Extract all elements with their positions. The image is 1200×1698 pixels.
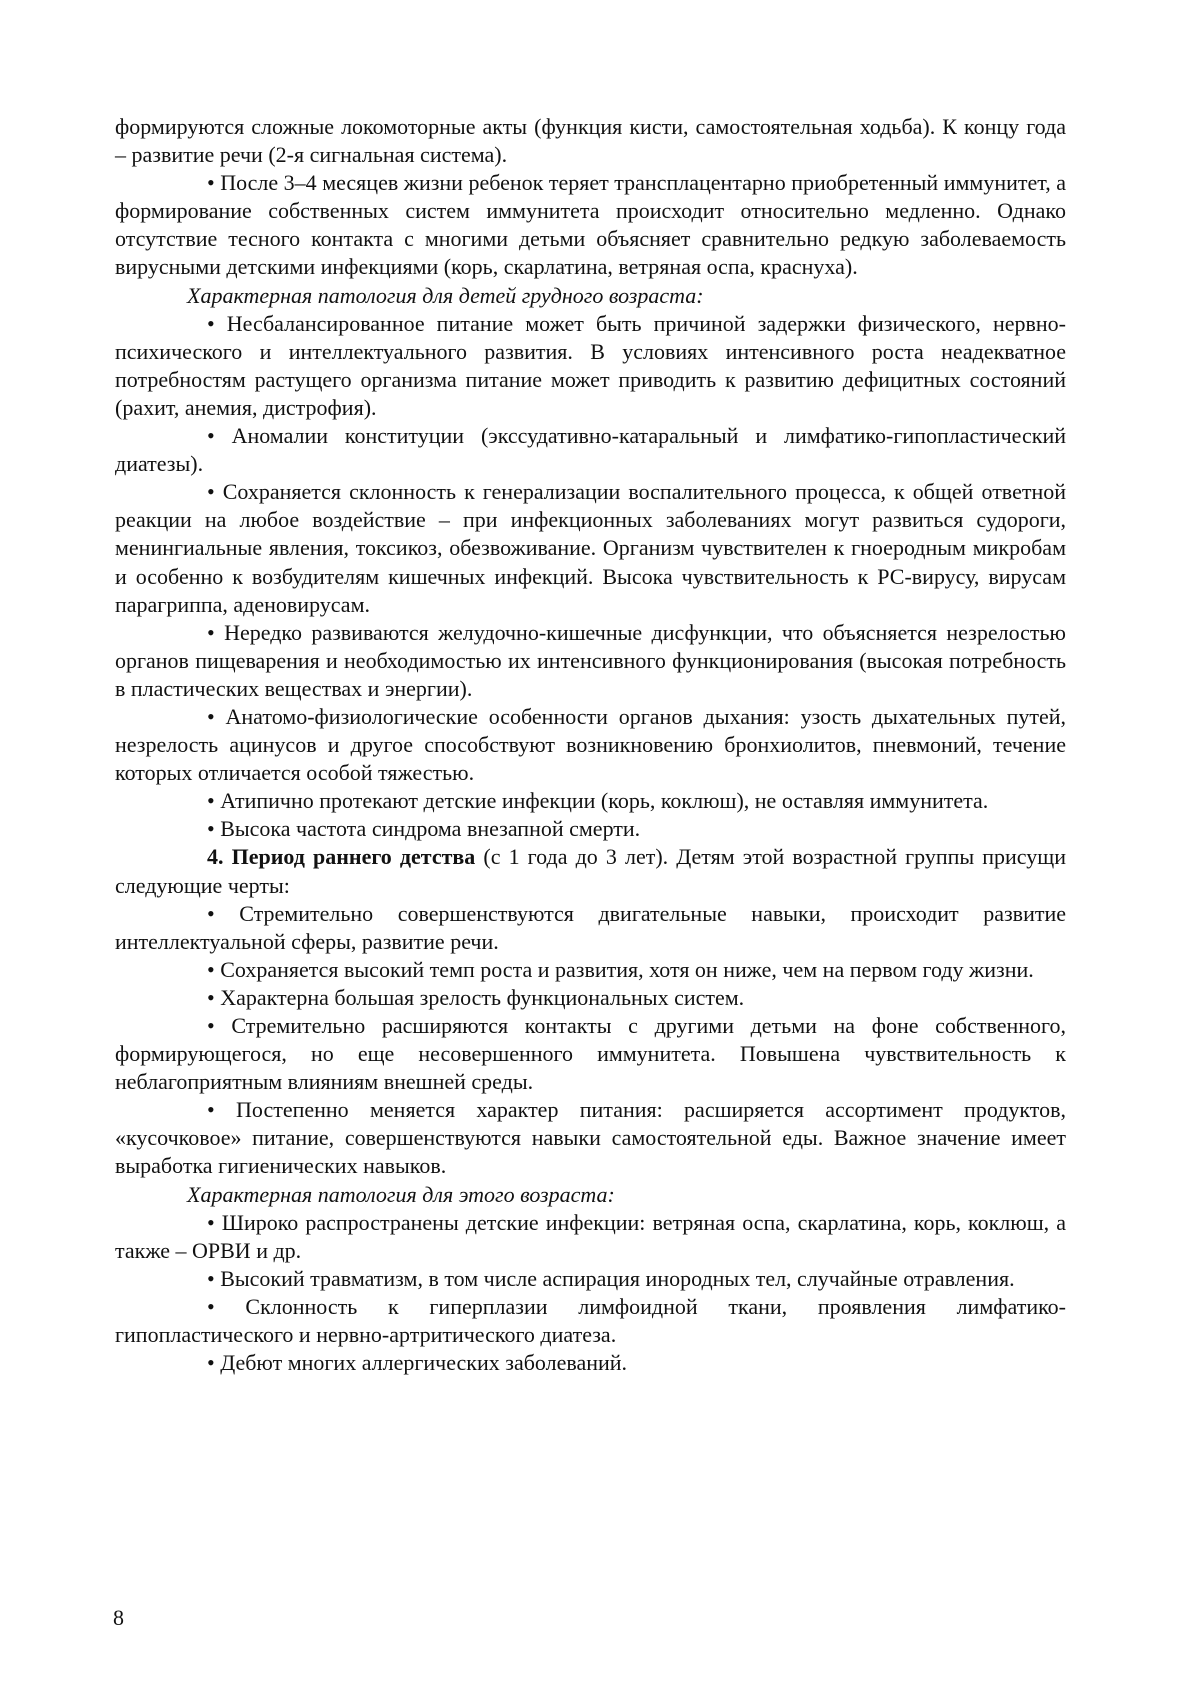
section-early-childhood bbox=[115, 843, 1066, 899]
bullet-growth-rate: • Сохраняется высокий темп роста и развития, хотя он ниже, чем на первом году жизни. bbox=[207, 956, 1034, 982]
bullet-maturity: • Характерна большая зрелость функциональных систем. bbox=[207, 984, 745, 1010]
body-text bbox=[115, 113, 1066, 1377]
bullet-motor-skills: • Стремительно совершенствуются двигательные навыки, происходит развитие интеллектуальной сферы, развитие речи. bbox=[115, 900, 1066, 954]
bullet-infections: • Широко распространены детские инфекции: ветряная оспа, скарлатина, корь, коклюш, а также – ОРВИ и др. bbox=[115, 1209, 1066, 1263]
section-title: 4. Период раннего детства bbox=[207, 844, 476, 870]
bullet-trauma: • Высокий травматизм, в том числе аспирация инородных тел, случайные отравления. bbox=[207, 1265, 1015, 1291]
bullet-constitution: • Аномалии конституции (экссудативно-катаральный и лимфатико-гипопластический диатезы). bbox=[115, 423, 1066, 477]
bullet-hyperplasia: • Склонность к гиперплазии лимфоидной ткани, проявления лимфатико-гипопластического и нервно-артритического диатеза. bbox=[115, 1293, 1066, 1348]
paragraph-continuation: формируются сложные локомоторные акты (функция кисти, самостоятельная ходьба). К концу года – развитие речи (2-я сигнальная система). bbox=[115, 114, 1066, 168]
bullet-atypical-infections: • Атипично протекают детские инфекции (корь, коклюш), не оставляя иммунитета. bbox=[207, 788, 989, 814]
subheading-early-pathology: Характерная патология для этого возраста: bbox=[187, 1181, 615, 1207]
bullet-gi-dysfunction: • Нередко развиваются желудочно-кишечные дисфункции, что объясняется незрелостью органов пищеварения и необходимостью их интенсивного функционирования (высокая потребность в пластических веществах и энергии). bbox=[115, 619, 1066, 701]
page-number: 8 bbox=[113, 1605, 124, 1630]
bullet-allergy: • Дебют многих аллергических заболеваний. bbox=[207, 1350, 628, 1376]
bullet-immunity: • После 3–4 месяцев жизни ребенок теряет трансплацентарно приобретенный иммунитет, а формирование собственных систем иммунитета происходит относительно медленно. Однако отсутствие тесного контакта с многими детьми объясняет сравнительно редкую заболеваемость вирусными детскими инфекциями (корь, скарлатина, ветряная оспа, краснуха). bbox=[115, 170, 1066, 280]
bullet-nutrition: • Несбалансированное питание может быть причиной задержки физического, нервно-психического и интеллектуального развития. В условиях интенсивного роста неадекватное потребностям растущего организма питание может приводить к развитию дефицитных состояний (рахит, анемия, дистрофия). bbox=[115, 310, 1066, 420]
bullet-feeding: • Постепенно меняется характер питания: расширяется ассортимент продуктов, «кусочковое» питание, совершенствуются навыки самостоятельной еды. Важное значение имеет выработка гигиенических навыков. bbox=[115, 1097, 1066, 1179]
bullet-generalization: • Сохраняется склонность к генерализации воспалительного процесса, к общей ответной реакции на любое воздействие – при инфекционных заболеваниях могут развиться судороги, менингиальные явления, токсикоз, обезвоживание. Организм чувствителен к гноеродным микробам и особенно к возбудителям кишечных инфекций. Высока чувствительность к РС-вирусу, вирусам парагриппа, аденовирусам. bbox=[115, 479, 1066, 617]
bullet-respiratory: • Анатомо-физиологические особенности органов дыхания: узость дыхательных путей, незрелость ацинусов и другое способствуют возникновению бронхиолитов, пневмоний, течение которых отличается особой тяжестью. bbox=[115, 703, 1066, 786]
bullet-contacts: • Стремительно расширяются контакты с другими детьми на фоне собственного, формирующегося, но еще несовершенного иммунитета. Повышена чувствительность к неблагоприятным влияниям внешней среды. bbox=[115, 1013, 1066, 1095]
subheading-infant-pathology: Характерная патология для детей грудного возраста: bbox=[187, 282, 704, 308]
section-intro: (с 1 года до 3 лет). Детям этой возрастной группы присущи следующие черты: bbox=[115, 844, 1066, 898]
bullet-sids: • Высока частота синдрома внезапной смерти. bbox=[207, 816, 641, 842]
